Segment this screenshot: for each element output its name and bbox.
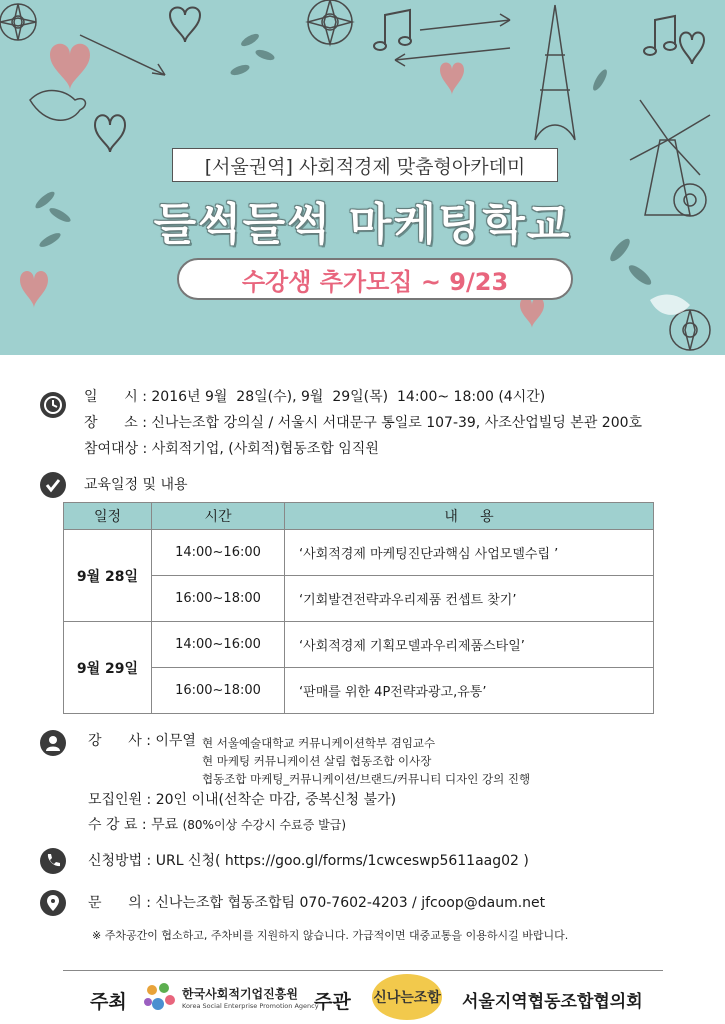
date-row (84, 388, 545, 406)
place-row (84, 414, 642, 432)
table-row (64, 530, 654, 576)
date-value: 2016년 9월 28일(수), 9월 29일(목) 14:00~ 18:00 (4시간) (151, 389, 546, 405)
apply-url[interactable]: URL 신청( https://goo.gl/forms/1cwceswp5611aag02 ) (155, 853, 529, 869)
session-content: ‘사회적경제 기획모델과우리제품스타일’ (285, 622, 654, 668)
table-row (64, 622, 654, 668)
session-time: 14:00~16:00 (152, 530, 285, 576)
header-date: 일정 (64, 503, 152, 530)
host-label: 주최 (90, 991, 127, 1013)
clock-icon (40, 392, 66, 418)
organizer-label: 주관 (314, 991, 351, 1013)
fee-value: 무료 (151, 817, 179, 833)
contact-row (88, 894, 545, 912)
fee-row (88, 816, 346, 834)
session-content: ‘사회적경제 마케팅진단과핵심 사업모델수립 ’ (285, 530, 654, 576)
lecturer-label: 강 사 : (88, 733, 151, 749)
apply-row (88, 852, 529, 870)
table-header-row (64, 503, 654, 530)
table-row (64, 668, 654, 714)
header-time: 시간 (152, 503, 285, 530)
target-row (84, 440, 379, 458)
lecturer-bio-line: 현 서울예술대학교 커뮤니케이션학부 겸임교수 (202, 736, 436, 750)
contact-value: 신나는조합 협동조합팀 070-7602-4203 / jfcoop@daum.net (155, 895, 546, 911)
location-pin-icon (40, 890, 66, 916)
organizer-logo-text: 신나는조합 (373, 990, 441, 1006)
target-value: 사회적기업, (사회적)협동조합 임직원 (151, 441, 379, 457)
recruit-badge: 수강생 추가모집 ~ 9/23 (177, 258, 573, 300)
header-banner (0, 0, 725, 355)
academy-subtitle: [서울권역] 사회적경제 맞춤형아카데미 (172, 148, 558, 182)
host-org-kr: 한국사회적기업진흥원 (182, 987, 298, 1001)
schedule-heading: 교육일정 및 내용 (84, 477, 188, 493)
table-row (64, 576, 654, 622)
host-org-en: Korea Social Enterprise Promotion Agency (182, 1002, 319, 1010)
lecturer-bio-line: 협동조합 마케팅_커뮤니케이션/브랜드/커뮤니티 디자인 강의 진행 (202, 772, 531, 786)
lecturer-name: 이무열 (155, 733, 196, 749)
phone-icon (40, 848, 66, 874)
session-time: 16:00~18:00 (152, 576, 285, 622)
organizer-logo (372, 974, 442, 1020)
recruitment-row (88, 791, 396, 809)
session-content: ‘판매를 위한 4P전략과광고,유통’ (285, 668, 654, 714)
recruitment-value: 20인 이내(선착순 마감, 중복신청 불가) (155, 792, 397, 808)
check-icon (40, 472, 66, 498)
lecturer-row (88, 732, 196, 750)
page-title: 들썩들썩 마케팅학교 (153, 199, 572, 250)
lecturer-bio-line: 현 마케팅 커뮤니케이션 살림 협동조합 이사장 (202, 754, 432, 768)
fee-label: 수 강 료 : (88, 817, 147, 833)
target-label: 참여대상 : (84, 441, 148, 457)
session-time: 16:00~18:00 (152, 668, 285, 714)
organizer-council: 서울지역협동조합협의회 (462, 992, 643, 1012)
footer-divider (63, 970, 663, 971)
session-time: 14:00~16:00 (152, 622, 285, 668)
fee-note: (80%이상 수강시 수료증 발급) (182, 818, 347, 832)
host-logo-icon (140, 980, 178, 1016)
contact-label: 문 의 : (88, 895, 151, 911)
place-label: 장 소 : (84, 415, 147, 431)
person-icon (40, 730, 66, 756)
header-content: 내 용 (285, 503, 654, 530)
host-org (182, 985, 319, 1010)
date-label: 일 시 : (84, 389, 147, 405)
lecturer-bio (202, 734, 530, 788)
recruitment-label: 모집인원 : (88, 792, 152, 808)
place-value: 신나는조합 강의실 / 서울시 서대문구 통일로 107-39, 사조산업빌딩 본관 200호 (151, 415, 643, 431)
session-content: ‘기회발견전략과우리제품 컨셉트 찾기’ (285, 576, 654, 622)
schedule-table (63, 502, 654, 714)
parking-notice: ※ 주차공간이 협소하고, 주차비를 지원하지 않습니다. 가급적이면 대중교통을 이용하시길 바랍니다. (92, 929, 569, 942)
session-date: 9월 28일 (64, 530, 152, 622)
session-date: 9월 29일 (64, 622, 152, 714)
apply-label: 신청방법 : (88, 853, 152, 869)
